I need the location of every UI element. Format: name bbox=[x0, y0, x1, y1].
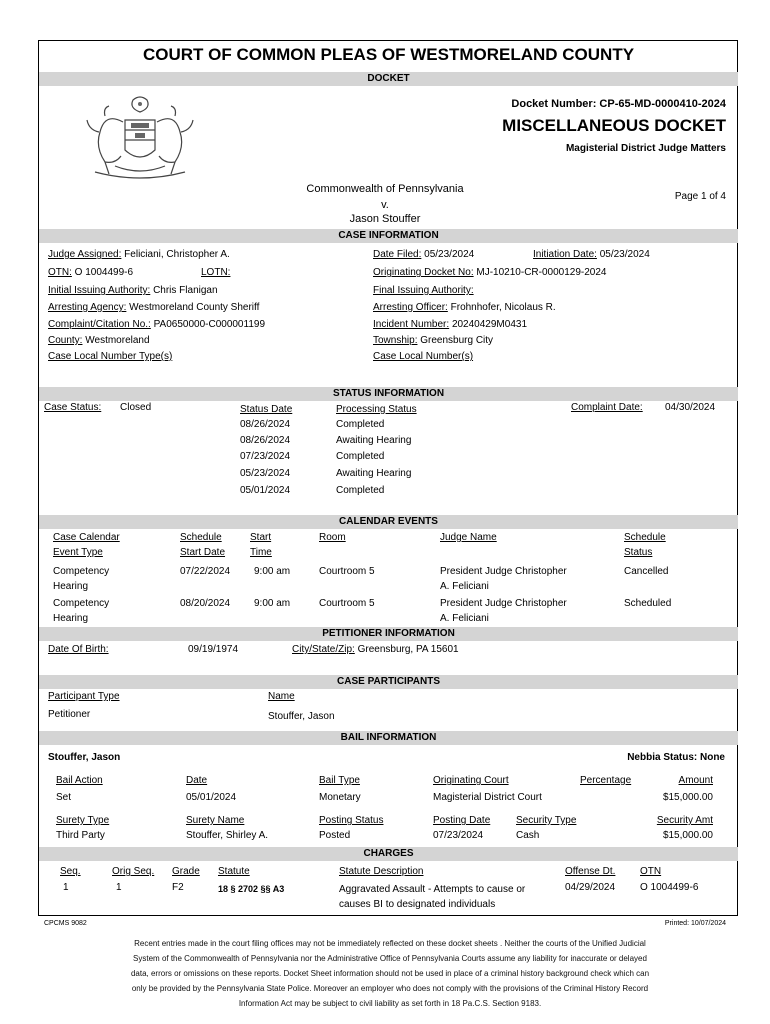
cal-h-status-2: Status bbox=[624, 547, 653, 558]
incident-number bbox=[373, 319, 527, 330]
status-row-date: 05/01/2024 bbox=[240, 485, 291, 496]
case-local-number-type-label: Case Local Number Type(s) bbox=[48, 351, 173, 362]
charges-header: CHARGES bbox=[39, 847, 738, 861]
bail-amount: $15,000.00 bbox=[662, 792, 713, 803]
docket-subtype: Magisterial District Judge Matters bbox=[565, 143, 726, 154]
cal-h-event-1: Case Calendar bbox=[53, 532, 120, 543]
bail-h-percentage: Percentage bbox=[580, 775, 632, 786]
bail-person: Stouffer, Jason bbox=[48, 752, 121, 763]
charge-h-statute: Statute bbox=[218, 866, 250, 877]
bail-action: Set bbox=[56, 792, 72, 803]
dob-label: Date Of Birth: bbox=[48, 644, 109, 655]
city-state-zip bbox=[292, 644, 459, 655]
initiation-date bbox=[533, 249, 650, 260]
date-filed-label: Date Filed: bbox=[373, 249, 422, 260]
printed-date: Printed: 10/07/2024 bbox=[664, 920, 726, 927]
case-status-label: Case Status: bbox=[44, 402, 102, 413]
cal-event-cont: Hearing bbox=[53, 581, 89, 592]
cal-time: 9:00 am bbox=[254, 566, 291, 577]
participant-name-header: Name bbox=[268, 691, 295, 702]
bail-h-security-type: Security Type bbox=[516, 815, 577, 826]
cal-time: 9:00 am bbox=[254, 598, 291, 609]
arresting-officer bbox=[373, 302, 556, 313]
date-filed bbox=[373, 249, 474, 260]
orig-docket-label: Originating Docket No: bbox=[373, 267, 474, 278]
arresting-agency-label: Arresting Agency: bbox=[48, 302, 127, 313]
township-value: Greensburg City bbox=[420, 335, 494, 346]
disclaimer-line: data, errors or omissions on these reports. Docket Sheet information should not be used in place of a criminal history background check which can bbox=[130, 969, 650, 978]
charge-h-otn: OTN bbox=[640, 866, 662, 877]
security-amt: $15,000.00 bbox=[662, 830, 713, 841]
complaint-value: PA0650000-C000001199 bbox=[153, 319, 266, 330]
charge-grade: F2 bbox=[172, 882, 184, 893]
docket-number: Docket Number: CP-65-MD-0000410-2024 bbox=[511, 98, 726, 110]
case-information-header: CASE INFORMATION bbox=[39, 229, 738, 243]
case-status-value: Closed bbox=[120, 402, 152, 413]
posting-date: 07/23/2024 bbox=[433, 830, 484, 841]
status-row-date: 08/26/2024 bbox=[240, 419, 291, 430]
cal-h-room: Room bbox=[319, 532, 346, 543]
originating-docket bbox=[373, 267, 606, 278]
cal-h-start-2: Time bbox=[250, 547, 272, 558]
caption-line-3: Jason Stouffer bbox=[349, 213, 421, 225]
bail-h-surety-name: Surety Name bbox=[186, 815, 245, 826]
bail-type: Monetary bbox=[319, 792, 361, 803]
judge-label: Judge Assigned: bbox=[48, 249, 122, 260]
charge-otn: O 1004499-6 bbox=[640, 882, 699, 893]
cal-date: 07/22/2024 bbox=[180, 566, 231, 577]
charge-h-seq: Seq. bbox=[60, 866, 81, 877]
bail-information-header: BAIL INFORMATION bbox=[39, 731, 738, 745]
charge-h-offense-date: Offense Dt. bbox=[565, 866, 616, 877]
bail-h-posting-status: Posting Status bbox=[319, 815, 384, 826]
status-row-date: 05/23/2024 bbox=[240, 468, 291, 479]
disclaimer-line: Recent entries made in the court filing offices may not be immediately reflected on these docket sheets . Neither the courts of the Unified Judicial bbox=[134, 939, 646, 948]
cal-h-sched-2: Start Date bbox=[180, 547, 226, 558]
participant-type: Petitioner bbox=[48, 709, 91, 720]
cal-h-start-1: Start bbox=[250, 532, 272, 543]
cal-room: Courtroom 5 bbox=[319, 598, 375, 609]
bail-h-action: Bail Action bbox=[56, 775, 103, 786]
disclaimer-line: System of the Commonwealth of Pennsylvania nor the Administrative Office of Pennsylvania Courts assume any liability for inaccurate or delayed bbox=[133, 954, 647, 963]
cal-judge-cont: A. Feliciani bbox=[440, 613, 489, 624]
status-row-status: Awaiting Hearing bbox=[336, 435, 412, 446]
otn-label: OTN: bbox=[48, 267, 72, 278]
dob-value: 09/19/1974 bbox=[188, 644, 239, 655]
complaint-label: Complaint/Citation No.: bbox=[48, 319, 151, 330]
lotn-label: LOTN: bbox=[201, 267, 231, 278]
pennsylvania-seal-icon bbox=[75, 92, 205, 182]
case-local-number-label: Case Local Number(s) bbox=[373, 351, 474, 362]
arresting-officer-value: Frohnhofer, Nicolaus R. bbox=[450, 302, 556, 313]
complaint-citation bbox=[48, 319, 265, 330]
incident-label: Incident Number: bbox=[373, 319, 450, 330]
cal-h-judge: Judge Name bbox=[440, 532, 497, 543]
caption-line-1: Commonwealth of Pennsylvania bbox=[306, 183, 464, 195]
status-row-status: Awaiting Hearing bbox=[336, 468, 412, 479]
form-id: CPCMS 9082 bbox=[44, 920, 87, 927]
township bbox=[373, 335, 493, 346]
status-row-date: 08/26/2024 bbox=[240, 435, 291, 446]
caption-line-2: v. bbox=[381, 199, 389, 211]
cal-judge: President Judge Christopher bbox=[440, 598, 567, 609]
bail-court: Magisterial District Court bbox=[433, 792, 542, 803]
incident-value: 20240429M0431 bbox=[451, 319, 528, 330]
calendar-events-header: CALENDAR EVENTS bbox=[39, 515, 738, 529]
complaint-date-label: Complaint Date: bbox=[571, 402, 643, 413]
page-indicator: Page 1 of 4 bbox=[674, 191, 726, 202]
status-row-status: Completed bbox=[336, 419, 385, 430]
charge-statute: 18 § 2702 §§ A3 bbox=[218, 884, 285, 894]
arresting-agency bbox=[48, 302, 259, 313]
bail-h-posting-date: Posting Date bbox=[433, 815, 491, 826]
cal-judge-cont: A. Feliciani bbox=[440, 581, 489, 592]
disclaimer bbox=[70, 936, 710, 1011]
judge-value: Feliciani, Christopher A. bbox=[124, 249, 230, 260]
initial-issuing-authority bbox=[48, 285, 218, 296]
participant-name: Stouffer, Jason bbox=[268, 711, 335, 722]
posting-status: Posted bbox=[319, 830, 351, 841]
surety-type: Third Party bbox=[56, 830, 105, 841]
cal-status: Cancelled bbox=[624, 566, 669, 577]
initiation-value: 05/23/2024 bbox=[599, 249, 650, 260]
township-label: Township: bbox=[373, 335, 418, 346]
bail-h-type: Bail Type bbox=[319, 775, 360, 786]
county-label: County: bbox=[48, 335, 83, 346]
otn bbox=[48, 267, 133, 278]
charge-h-grade: Grade bbox=[172, 866, 200, 877]
orig-docket-value: MJ-10210-CR-0000129-2024 bbox=[476, 267, 607, 278]
court-title: COURT OF COMMON PLEAS OF WESTMORELAND COUNTY bbox=[142, 45, 635, 64]
status-row-date: 07/23/2024 bbox=[240, 451, 291, 462]
cal-event: Competency bbox=[53, 598, 110, 609]
init-auth-label: Initial Issuing Authority: bbox=[48, 285, 151, 296]
arresting-agency-value: Westmoreland County Sheriff bbox=[129, 302, 260, 313]
nebbia-status: Nebbia Status: None bbox=[627, 752, 725, 763]
security-type: Cash bbox=[516, 830, 540, 841]
charge-orig-seq: 1 bbox=[116, 882, 122, 893]
cal-date: 08/20/2024 bbox=[180, 598, 231, 609]
cal-h-event-2: Event Type bbox=[53, 547, 103, 558]
petitioner-information-header: PETITIONER INFORMATION bbox=[39, 627, 738, 641]
charge-description-cont: causes BI to designated individuals bbox=[339, 899, 496, 910]
csz-value: Greensburg, PA 15601 bbox=[357, 644, 459, 655]
cal-event-cont: Hearing bbox=[53, 613, 89, 624]
init-auth-value: Chris Flanigan bbox=[153, 285, 218, 296]
status-date-header: Status Date bbox=[240, 404, 293, 415]
date-filed-value: 05/23/2024 bbox=[424, 249, 475, 260]
processing-status-header: Processing Status bbox=[336, 404, 417, 415]
otn-value: O 1004499-6 bbox=[74, 267, 134, 278]
status-row-status: Completed bbox=[336, 485, 385, 496]
bail-date: 05/01/2024 bbox=[186, 792, 237, 803]
cal-event: Competency bbox=[53, 566, 110, 577]
charge-description: Aggravated Assault - Attempts to cause or bbox=[339, 884, 526, 895]
bail-h-security-amt: Security Amt bbox=[656, 815, 713, 826]
charge-h-orig-seq: Orig Seq. bbox=[112, 866, 155, 877]
initiation-label: Initiation Date: bbox=[533, 249, 597, 260]
docket-label: DOCKET bbox=[39, 72, 738, 86]
charge-seq: 1 bbox=[63, 882, 69, 893]
county bbox=[48, 335, 150, 346]
status-row-status: Completed bbox=[336, 451, 385, 462]
final-issuing-authority-label: Final Issuing Authority: bbox=[373, 285, 474, 296]
participant-type-header: Participant Type bbox=[48, 691, 120, 702]
complaint-date-value: 04/30/2024 bbox=[665, 402, 716, 413]
bail-h-amount: Amount bbox=[678, 775, 713, 786]
charge-offense-date: 04/29/2024 bbox=[565, 882, 616, 893]
bail-h-date: Date bbox=[186, 775, 208, 786]
docket-type: MISCELLANEOUS DOCKET bbox=[502, 116, 726, 135]
charge-h-description: Statute Description bbox=[339, 866, 424, 877]
county-value: Westmoreland bbox=[85, 335, 150, 346]
cal-h-status-1: Schedule bbox=[624, 532, 666, 543]
bail-h-court: Originating Court bbox=[433, 775, 509, 786]
arresting-officer-label: Arresting Officer: bbox=[373, 302, 448, 313]
disclaimer-line: only be provided by the Pennsylvania State Police. Moreover an employer who does not comply with the provisions of the Criminal History Record bbox=[131, 984, 649, 993]
disclaimer-line: Information Act may be subject to civil liability as set forth in 18 Pa.C.S. Section 9183. bbox=[238, 999, 542, 1008]
csz-label: City/State/Zip: bbox=[292, 644, 355, 655]
cal-status: Scheduled bbox=[624, 598, 672, 609]
status-information-header: STATUS INFORMATION bbox=[39, 387, 738, 401]
bail-h-surety-type: Surety Type bbox=[56, 815, 110, 826]
case-participants-header: CASE PARTICIPANTS bbox=[39, 675, 738, 689]
judge-assigned bbox=[48, 249, 230, 260]
cal-h-sched-1: Schedule bbox=[180, 532, 222, 543]
surety-name: Stouffer, Shirley A. bbox=[186, 830, 269, 841]
cal-judge: President Judge Christopher bbox=[440, 566, 567, 577]
cal-room: Courtroom 5 bbox=[319, 566, 375, 577]
